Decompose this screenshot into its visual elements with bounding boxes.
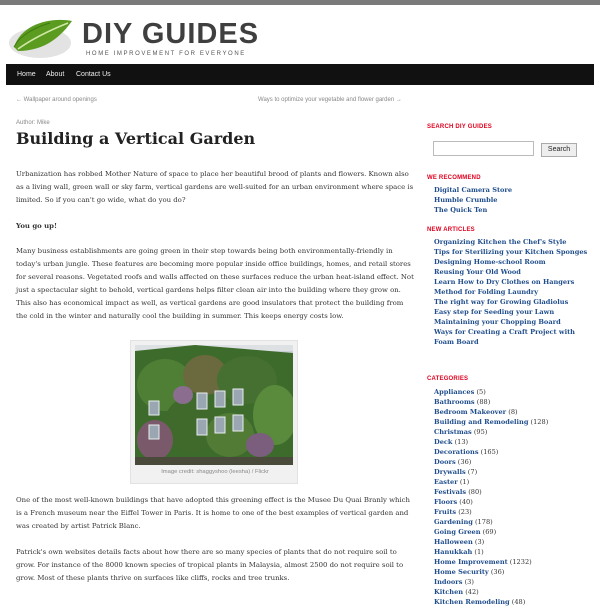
category-count: (8) xyxy=(506,408,518,416)
category-item[interactable] xyxy=(434,588,479,596)
category-count: (165) xyxy=(478,448,499,456)
category-name[interactable]: Drywalls xyxy=(434,468,466,476)
category-name[interactable]: Home Security xyxy=(434,568,489,576)
category-item[interactable] xyxy=(434,408,518,416)
article-link[interactable]: Easy step for Seeding your Lawn xyxy=(434,308,555,316)
category-count: (128) xyxy=(528,418,549,426)
category-count: (88) xyxy=(474,398,491,406)
category-count: (23) xyxy=(456,508,472,516)
site-tagline: HOME IMPROVEMENT FOR EVERYONE xyxy=(86,51,246,57)
category-name[interactable]: Bathrooms xyxy=(434,398,475,406)
category-count: (48) xyxy=(509,598,526,606)
image-caption: Image credit: shaggyshoo (leesha) / Flickr xyxy=(161,469,269,475)
site-title[interactable]: DIY GUIDES xyxy=(82,18,260,50)
article-link[interactable]: Tips for Sterilizing your Kitchen Sponges xyxy=(434,248,588,256)
articles-heading: NEW ARTICLES xyxy=(427,227,475,233)
post-paragraph: Many business establishments are going green in their step towards being both environmentally-friendly in today's urban jungle. These features are becoming more popular inside office buildings, homes, and retail stores for several reasons. Vegetated roofs and walls affected on these surfaces reduce the urban heat-island effect. Not just a spectacular sight to behold, vertical gardens helps filter clean air into the building where they grow on. This also has economical impact as well, as vertical gardens are good insulators that protect the building from the cold in the winter and naturally cool the building in summer. This keeps energy costs low. xyxy=(16,247,414,320)
article-link[interactable]: Organizing Kitchen the Chef's Style xyxy=(434,238,567,246)
vertical-garden-photo xyxy=(135,345,293,465)
article-link[interactable]: Foam Board xyxy=(434,338,479,346)
category-count: (13) xyxy=(452,438,469,446)
article-link[interactable]: Learn How to Dry Clothes on Hangers xyxy=(434,278,575,286)
category-name[interactable]: Kitchen xyxy=(434,588,464,596)
recommend-heading: WE RECOMMEND xyxy=(427,175,481,181)
category-item[interactable] xyxy=(434,388,486,396)
category-item[interactable] xyxy=(434,558,532,566)
category-item[interactable] xyxy=(434,468,477,476)
post-paragraph: One of the most well-known buildings that have adopted this greening effect is the Musee Du Quai Branly which is a French museum near the Eiffel Tower in Paris. It is home to one of the best examples of vertical garden and was created by artist Patrick Blanc. xyxy=(16,496,410,530)
category-name[interactable]: Halloween xyxy=(434,538,473,546)
search-input[interactable] xyxy=(433,141,534,156)
recommend-link[interactable]: Humble Crumble xyxy=(434,196,498,204)
category-name[interactable]: Deck xyxy=(434,438,453,446)
category-count: (1) xyxy=(457,478,470,486)
post-paragraph: You go up! xyxy=(16,222,57,230)
category-name[interactable]: Appliances xyxy=(434,388,475,396)
category-item[interactable] xyxy=(434,518,493,526)
category-item[interactable] xyxy=(434,478,469,486)
category-item[interactable] xyxy=(434,598,525,606)
article-link[interactable]: Reusing Your Old Wood xyxy=(434,268,521,276)
category-item[interactable] xyxy=(434,578,474,586)
category-count: (3) xyxy=(462,578,474,586)
category-name[interactable]: Festivals xyxy=(434,488,467,496)
category-name[interactable]: Fruits xyxy=(434,508,457,516)
category-item[interactable] xyxy=(434,488,482,496)
category-name[interactable]: Floors xyxy=(434,498,458,506)
category-count: (178) xyxy=(472,518,493,526)
category-name[interactable]: Decorations xyxy=(434,448,479,456)
category-item[interactable] xyxy=(434,428,487,436)
category-name[interactable]: Home Improvement xyxy=(434,558,508,566)
category-item[interactable] xyxy=(434,568,504,576)
category-name[interactable]: Gardening xyxy=(434,518,473,526)
category-name[interactable]: Going Green xyxy=(434,528,481,536)
category-name[interactable]: Easter xyxy=(434,478,458,486)
category-count: (80) xyxy=(466,488,482,496)
nav-home[interactable]: Home xyxy=(17,71,36,78)
category-count: (3) xyxy=(472,538,485,546)
category-item[interactable] xyxy=(434,508,472,516)
main-nav xyxy=(6,64,594,85)
category-name[interactable]: Kitchen Remodeling xyxy=(434,598,510,606)
category-item[interactable] xyxy=(434,528,496,536)
category-count: (1) xyxy=(472,548,484,556)
post-image-figure xyxy=(130,340,298,484)
category-name[interactable]: Hanukkah xyxy=(434,548,473,556)
recommend-link[interactable]: Digital Camera Store xyxy=(434,186,513,194)
article-link[interactable]: The right way for Growing Gladiolus xyxy=(434,298,569,306)
leaf-logo-icon[interactable] xyxy=(6,13,76,61)
category-item[interactable] xyxy=(434,538,484,546)
category-name[interactable]: Doors xyxy=(434,458,456,466)
article-link[interactable]: Maintaining your Chopping Board xyxy=(434,318,561,326)
site-header xyxy=(0,5,600,65)
category-name[interactable]: Bedroom Makeover xyxy=(434,408,507,416)
category-count: (40) xyxy=(457,498,473,506)
search-button[interactable]: Search xyxy=(541,143,577,157)
nav-about[interactable]: About xyxy=(46,71,65,78)
category-name[interactable]: Indoors xyxy=(434,578,463,586)
nav-contact[interactable]: Contact Us xyxy=(76,71,111,78)
category-item[interactable] xyxy=(434,498,473,506)
category-count: (36) xyxy=(455,458,472,466)
search-heading: SEARCH DIY GUIDES xyxy=(427,124,492,130)
category-item[interactable] xyxy=(434,438,468,446)
post-author: Author: Mike xyxy=(16,120,50,126)
article-link[interactable]: Designing Home-school Room xyxy=(434,258,546,266)
category-count: (95) xyxy=(471,428,488,436)
post-paragraph: Urbanization has robbed Mother Nature of space to place her beautiful brood of plants and flowers. Known also as a living wall, green wall or sky farm, vertical gardens are well-suited for an urban environment where space is limited. So if you can't go wide, what do you do? xyxy=(16,170,414,204)
category-item[interactable] xyxy=(434,398,490,406)
category-count: (36) xyxy=(488,568,505,576)
category-count: (5) xyxy=(474,388,486,396)
post-paragraph: Patrick's own websites details facts about how there are so many species of plants that do not require soil to grow. For instance of the 8000 known species of tropical plants in Malaysia, almost 2500 do not require soil to grow. Most of these plants thrive on surfaces like cliffs, rocks and tree trunks. xyxy=(16,548,404,582)
category-item[interactable] xyxy=(434,548,484,556)
category-name[interactable]: Christmas xyxy=(434,428,472,436)
next-post-link[interactable]: Ways to optimize your vegetable and flower garden → xyxy=(258,97,402,103)
category-item[interactable] xyxy=(434,418,548,426)
category-name[interactable]: Building and Remodeling xyxy=(434,418,529,426)
category-item[interactable] xyxy=(434,448,498,456)
category-count: (7) xyxy=(465,468,478,476)
recommend-link[interactable]: The Quick Ten xyxy=(434,206,488,214)
post-title: Building a Vertical Garden xyxy=(16,129,256,148)
category-item[interactable] xyxy=(434,458,471,466)
category-count: (69) xyxy=(480,528,497,536)
article-link[interactable]: Method for Folding Laundry xyxy=(434,288,539,296)
article-link[interactable]: Ways for Creating a Craft Project with xyxy=(434,328,575,336)
prev-post-link[interactable]: ← Wallpaper around openings xyxy=(16,97,97,103)
categories-heading: CATEGORIES xyxy=(427,376,469,382)
category-count: (42) xyxy=(463,588,479,596)
category-count: (1232) xyxy=(507,558,532,566)
